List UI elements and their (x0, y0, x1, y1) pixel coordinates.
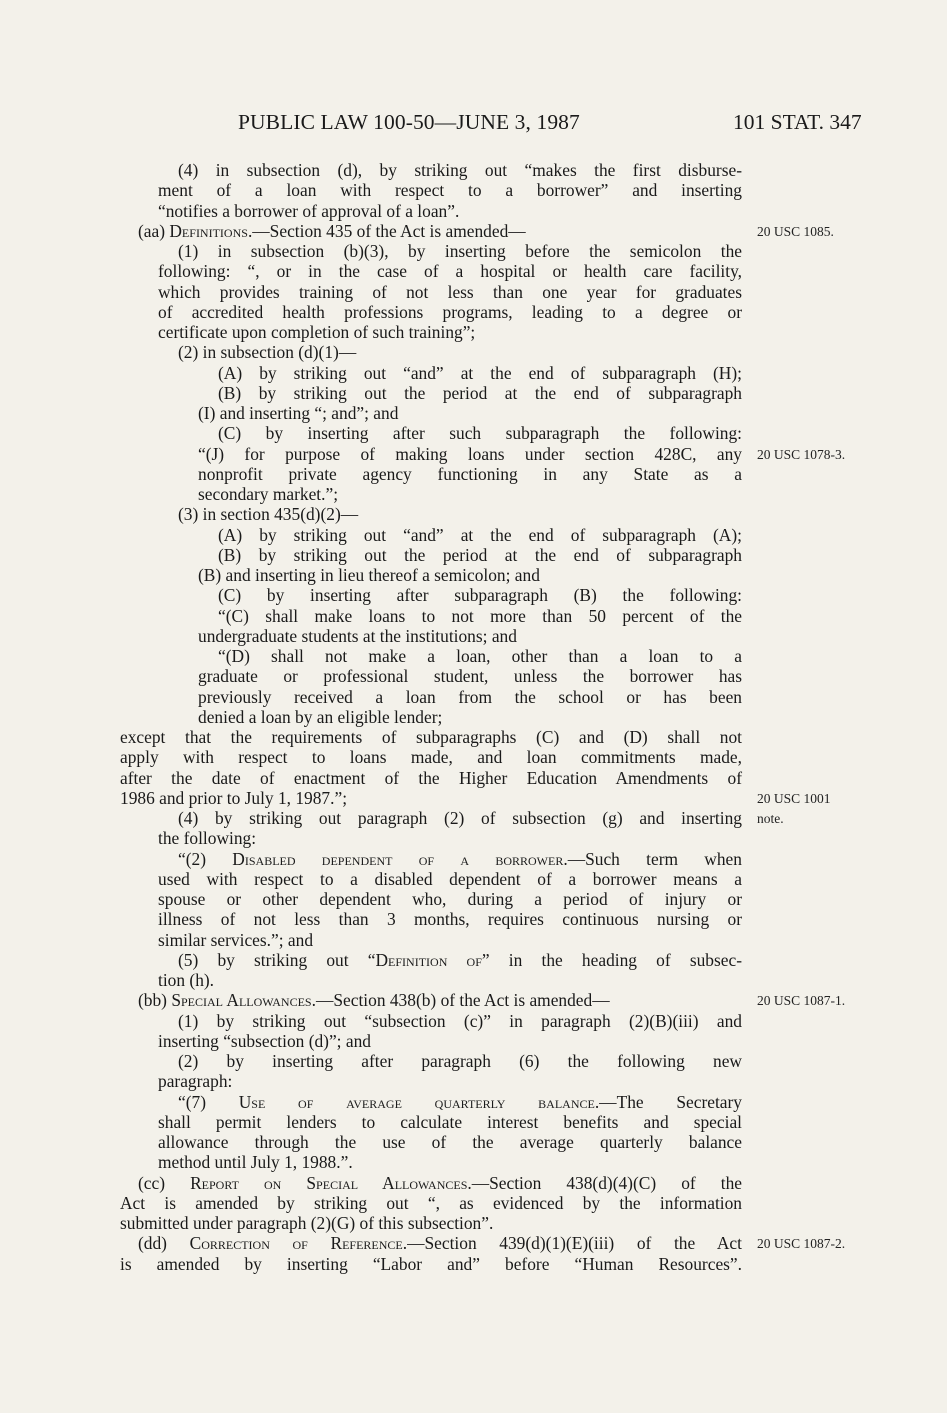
section-heading: Definition of (375, 949, 482, 970)
text-line: certificate upon completion of such training”; (158, 322, 476, 342)
text-fragment: (aa) (138, 220, 170, 241)
text-line: (B) and inserting in lieu thereof a semicolon; and (198, 565, 540, 585)
text-line: denied a loan by an eligible lender; (198, 706, 443, 727)
text-line (120, 849, 742, 869)
text-line: ment of a loan with respect to a borrower” and inserting (158, 180, 742, 201)
text-line: spouse or other dependent who, during a period of injury or (158, 889, 742, 909)
text-line: submitted under paragraph (2)(G) of this subsection”. (120, 1213, 494, 1233)
margin-citation: note. (757, 811, 784, 826)
text-line: the following: (158, 828, 257, 849)
text-fragment: “(7) (178, 1091, 239, 1112)
section-heading: Correction of Reference (189, 1233, 403, 1254)
text-line: illness of not less than 3 months, requires continuous nursing or (158, 909, 742, 930)
text-line: after the date of enactment of the Higher Education Amendments of (120, 767, 742, 788)
text-fragment: (5) by striking out “ (178, 949, 376, 970)
running-title: PUBLIC LAW 100-50—JUNE 3, 1987 (238, 110, 580, 134)
text-line: used with respect to a disabled dependent of a borrower means a (158, 868, 742, 889)
text-line: tion (h). (158, 970, 215, 990)
text-fragment: .—Section 435 of the Act is amended— (247, 220, 526, 241)
text-line: “notifies a borrower of approval of a loan”. (158, 200, 460, 221)
text-fragment: .—The Secretary (594, 1091, 743, 1112)
text-line: apply with respect to loans made, and loan commitments made, (120, 747, 742, 768)
text-line: is amended by inserting “Labor and” before “Human Resources”. (120, 1253, 742, 1274)
text-line: (B) by striking out the period at the end of subparagraph (218, 382, 742, 403)
section-heading: Use of average quarterly balance (238, 1091, 595, 1112)
text-line: (4) in subsection (d), by striking out “makes the first disburse- (178, 160, 742, 180)
section-heading: Disabled dependent of a borrower (232, 848, 564, 869)
text-line: nonprofit private agency functioning in any State as a (198, 463, 742, 484)
stat-page-number: 101 STAT. 347 (733, 110, 862, 134)
text-line: (I) and inserting “; and”; and (198, 403, 399, 423)
text-line: except that the requirements of subparagraphs (C) and (D) shall not (120, 727, 742, 747)
text-fragment: (bb) (138, 990, 172, 1011)
text-line: undergraduate students at the institutions; and (198, 625, 517, 646)
text-line: (C) by inserting after such subparagraph the following: (218, 423, 742, 444)
text-line: (1) by striking out “subsection (c)” in paragraph (2)(B)(iii) and (178, 1010, 742, 1031)
text-line: (B) by striking out the period at the end of subparagraph (218, 544, 742, 565)
margin-citation: 20 USC 1085. (757, 223, 834, 239)
text-line: Act is amended by striking out “, as evidenced by the information (120, 1192, 742, 1213)
text-line: 1986 and prior to July 1, 1987.”; (120, 787, 348, 808)
text-line (120, 990, 742, 1010)
text-line: previously received a loan from the school or has been (198, 686, 742, 707)
section-heading: Report on Special Allowances (190, 1172, 468, 1193)
page-header (0, 110, 947, 140)
text-line: paragraph: (158, 1071, 233, 1092)
text-line: method until July 1, 1988.”. (158, 1152, 353, 1173)
text-line (120, 1173, 742, 1193)
text-line: similar services.”; and (158, 929, 314, 950)
text-line: (3) in section 435(d)(2)— (178, 504, 359, 525)
text-line: which provides training of not less than one year for graduates (158, 281, 742, 302)
text-fragment: (cc) (138, 1172, 191, 1193)
text-line: (2) in subsection (d)(1)— (178, 342, 357, 363)
text-fragment: (dd) (138, 1233, 190, 1254)
text-line: “(D) shall not make a loan, other than a loan to a (218, 646, 742, 666)
text-line: “(C) shall make loans to not more than 50 percent of the (218, 605, 742, 626)
text-line: secondary market.”; (198, 484, 339, 504)
body-text (120, 160, 742, 1274)
text-fragment: .—Such term when (563, 848, 742, 869)
margin-citation: 20 USC 1001 (757, 790, 831, 806)
text-line: (C) by inserting after subparagraph (B) the following: (218, 585, 742, 606)
text-line: (2) by inserting after paragraph (6) the following new (178, 1051, 742, 1071)
margin-citation: 20 USC 1087-1. (757, 993, 846, 1009)
text-line (120, 221, 742, 241)
text-fragment: .—Section 438(b) of the Act is amended— (311, 990, 610, 1011)
text-line: graduate or professional student, unless the borrower has (198, 666, 742, 687)
section-heading: Special Allowances (171, 990, 312, 1011)
text-line (120, 950, 742, 970)
text-line: following: “, or in the case of a hospital or health care facility, (158, 261, 742, 282)
text-fragment: .—Section 439(d)(1)(E)(iii) of the Act (402, 1233, 742, 1254)
text-line: inserting “subsection (d)”; and (158, 1030, 371, 1051)
text-line: “(J) for purpose of making loans under section 428C, any (198, 443, 742, 464)
margin-citation: 20 USC 1087-2. (757, 1236, 846, 1252)
text-line: (1) in subsection (b)(3), by inserting before the semicolon the (178, 241, 742, 261)
text-line: of accredited health professions programs, leading to a degree or (158, 301, 742, 322)
text-line: shall permit lenders to calculate interest benefits and special (158, 1111, 742, 1132)
text-fragment: “(2) (178, 848, 233, 869)
text-line: (4) by striking out paragraph (2) of subsection (g) and inserting (178, 808, 742, 828)
text-fragment: .—Section 438(d)(4)(C) of the (467, 1172, 742, 1193)
text-line (120, 1233, 742, 1253)
text-line: (A) by striking out “and” at the end of subparagraph (A); (218, 524, 742, 545)
margin-citation: 20 USC 1078-3. (757, 446, 846, 462)
text-line: allowance through the use of the average quarterly balance (158, 1132, 742, 1152)
text-line (120, 1092, 742, 1112)
text-line: (A) by striking out “and” at the end of subparagraph (H); (218, 362, 742, 383)
section-heading: Definitions (169, 220, 248, 241)
text-fragment: ” in the heading of subsec- (481, 949, 742, 970)
